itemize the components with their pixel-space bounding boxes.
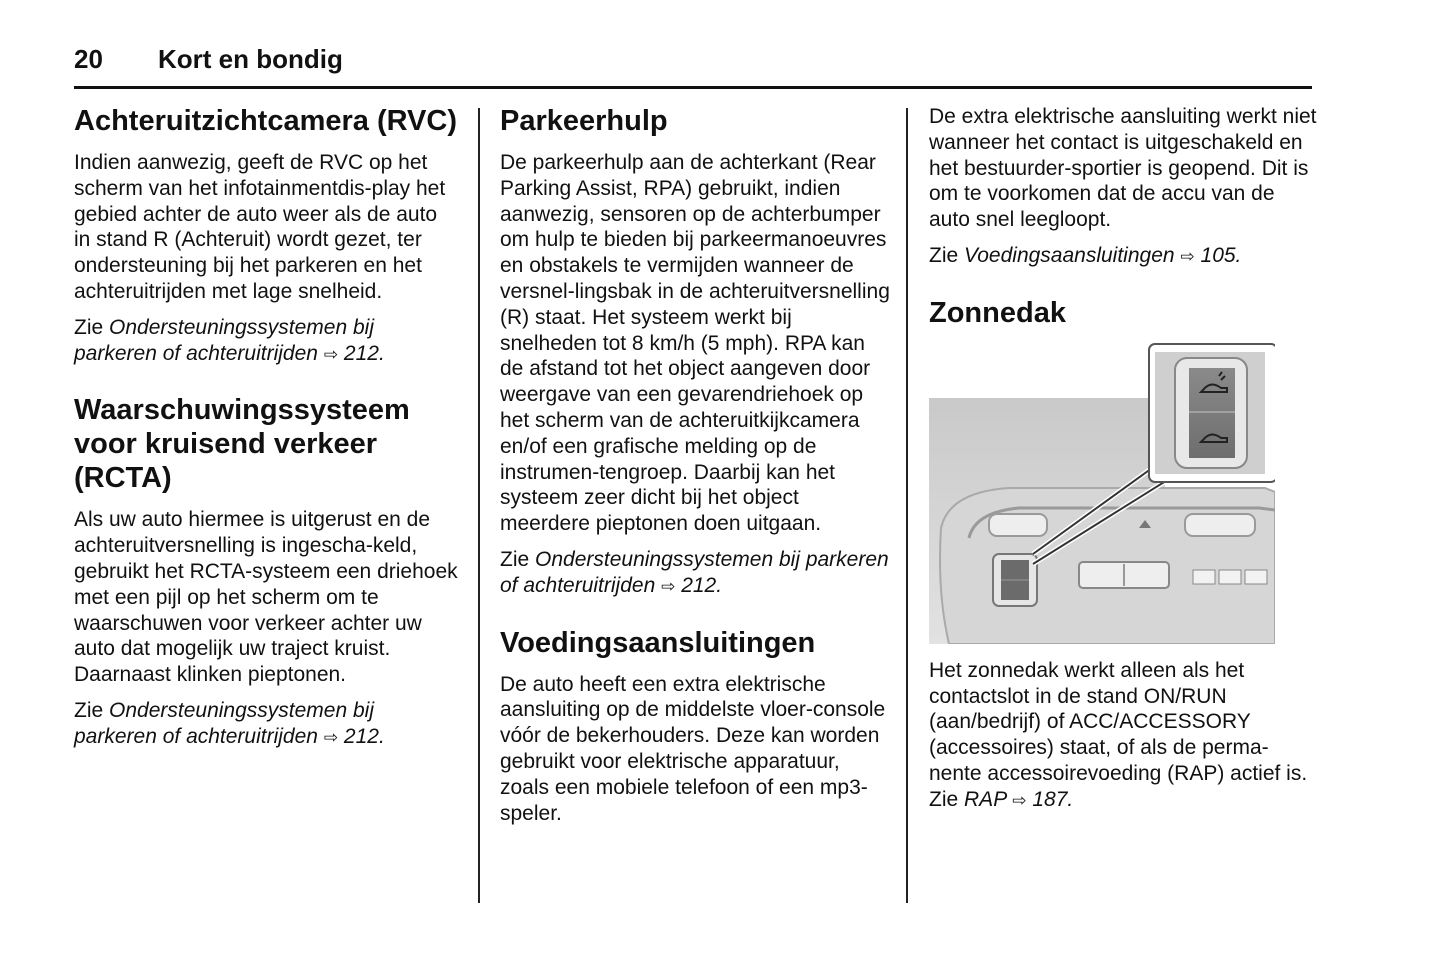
rvc-cross-reference: Zie Ondersteuningssystemen bij parkeren of achteruitrijden ⇨ 212.	[74, 315, 385, 365]
rvc-paragraph: Indien aanwezig, geeft de RVC op het scherm van het infotainmentdis-play het gebied achter de auto weer als de auto in stand R (Achteruit) wordt gezet, ter ondersteuning bij het parkeren en het achteruitrijden met lage snelheid.	[74, 151, 446, 303]
power-cross-reference: Zie Voedingsaansluitingen ⇨ 105.	[929, 243, 1242, 267]
power-outlets-paragraph-cont: De extra elektrische aansluiting werkt niet wanneer het contact is uitgeschakeld en het bestuurder-sportier is geopend. Dit is om te voorkomen dat de accu van de auto snel leegloopt.	[929, 105, 1317, 232]
parking-assist-heading: Parkeerhulp	[500, 105, 668, 137]
column-3	[929, 104, 1319, 824]
column-1	[74, 104, 459, 761]
power-outlets-paragraph: De auto heeft een extra elektrische aansluiting op de middelste vloer-console vóór de bekerhouders. Deze kan worden gebruikt voor elektrische apparatuur, zoals een mobiele telefoon of een mp3-speler.	[500, 672, 886, 825]
rvc-ref-link[interactable]: Ondersteuningssystemen bij parkeren of achteruitrijden ⇨ 212.	[74, 315, 385, 365]
sunroof-console-image	[929, 342, 1275, 644]
sunroof-ref-link[interactable]: RAP ⇨ 187.	[964, 787, 1074, 811]
page-number: 20	[74, 44, 103, 74]
parking-cross-reference: Zie Ondersteuningssystemen bij parkeren of achteruitrijden ⇨ 212.	[500, 547, 889, 597]
reference-arrow-icon: ⇨	[323, 344, 339, 364]
reference-arrow-icon: ⇨	[1180, 246, 1195, 266]
rcta-heading: Waarschuwingssysteem voor kruisend verkeer (RCTA)	[74, 394, 410, 495]
reference-arrow-icon: ⇨	[661, 576, 676, 596]
reference-arrow-icon: ⇨	[1012, 790, 1027, 810]
sunroof-paragraph: Het zonnedak werkt alleen als het contactslot in de stand ON/RUN (aan/bedrijf) of ACC/ACCESSORY (accessoires) staat, of als de perma-nente accessoirevoeding (RAP) actief is. Zie RAP ⇨ 187.	[929, 658, 1308, 811]
reference-arrow-icon: ⇨	[323, 727, 339, 747]
column-divider-1	[478, 108, 480, 903]
sunroof-switch-illustration	[929, 342, 1275, 644]
page-header	[74, 40, 1312, 89]
parking-ref-link[interactable]: Ondersteuningssystemen bij parkeren of achteruitrijden ⇨ 212.	[500, 547, 889, 597]
chapter-title: Kort en bondig	[158, 44, 343, 74]
rcta-ref-link[interactable]: Ondersteuningssystemen bij parkeren of achteruitrijden ⇨ 212.	[74, 698, 385, 748]
parking-assist-paragraph: De parkeerhulp aan de achterkant (Rear Parking Assist, RPA) gebruikt, indien aanwezig, sensoren op de achterbumper om hulp te bieden bij parkeermanoeuvres en obstakels te vermijden wanneer de versnel-lingsbak in de achteruitversnelling (R) staat. Het systeem werkt bij snelheden tot 8 km/h (5 mph). RPA kan de afstand tot het object aangeven door weergave van een gevarendriehoek op het scherm van de achteruitkijkcamera en/of een grafische melding op de instrumen-tengroep. Daarbij kan het systeem zeer dicht bij het object meerdere pieptonen doen uitgaan.	[500, 151, 890, 536]
rcta-cross-reference: Zie Ondersteuningssystemen bij parkeren of achteruitrijden ⇨ 212.	[74, 698, 385, 748]
column-divider-2	[906, 108, 908, 903]
power-outlets-heading: Voedingsaansluitingen	[500, 626, 816, 659]
sunroof-heading: Zonnedak	[929, 296, 1066, 329]
rcta-paragraph: Als uw auto hiermee is uitgerust en de achteruitversnelling is ingescha-keld, gebruikt het RCTA-systeem een driehoek met een pijl op het scherm om te waarschuwen voor verkeer achter uw auto dat mogelijk uw traject kruist. Daarnaast klinken pieptonen.	[74, 508, 458, 687]
rvc-heading: Achteruitzichtcamera (RVC)	[74, 105, 458, 137]
column-2	[500, 104, 890, 836]
power-ref-link[interactable]: Voedingsaansluitingen ⇨ 105.	[964, 243, 1242, 267]
